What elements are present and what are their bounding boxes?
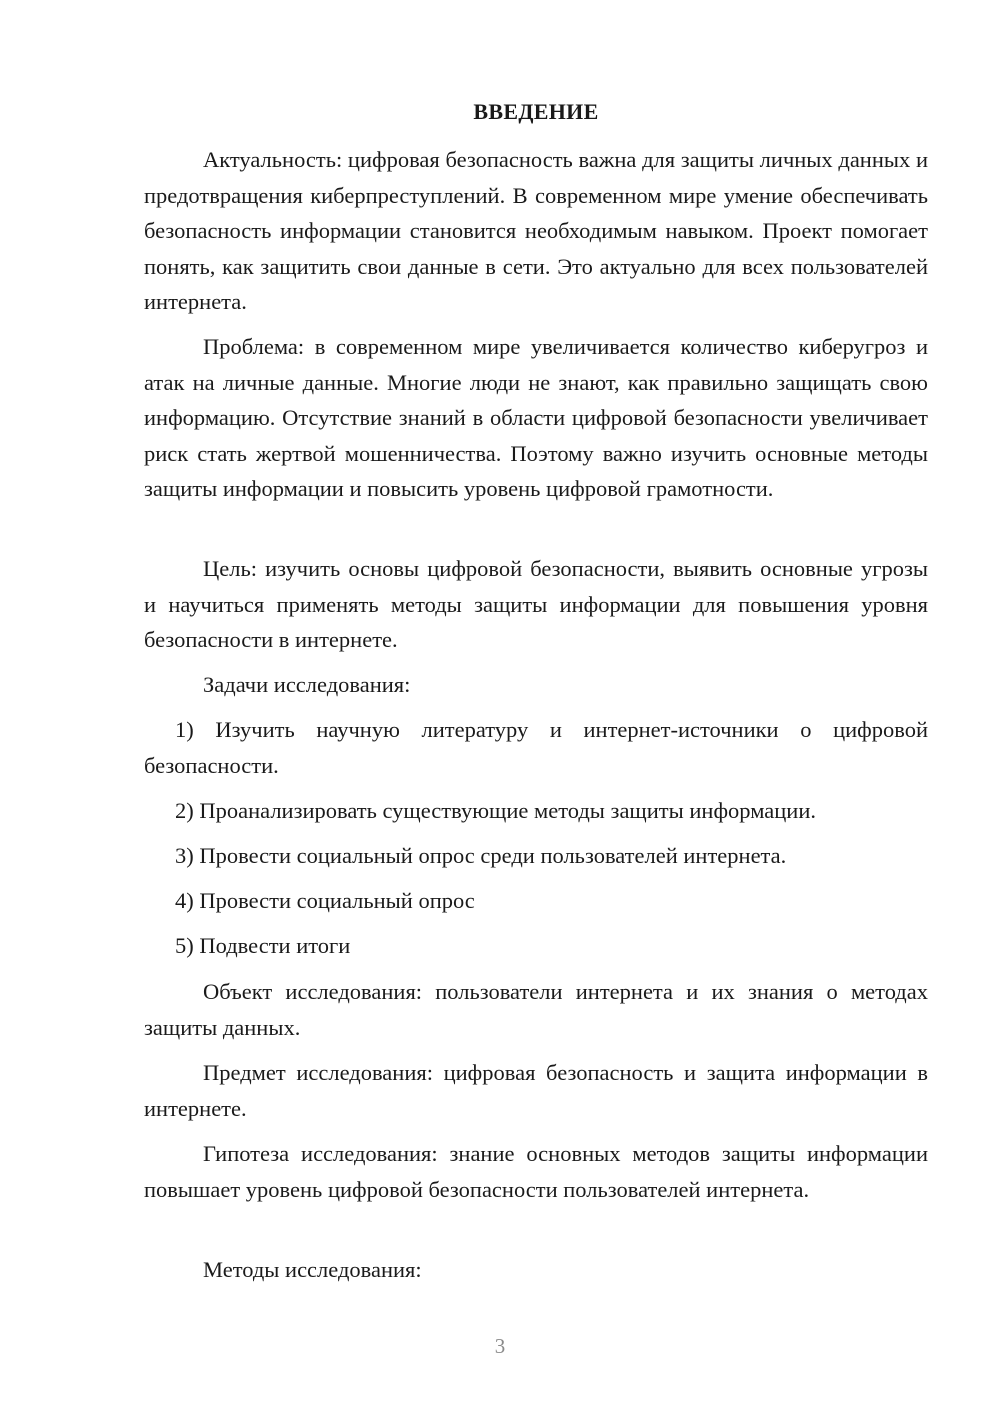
hypothesis-paragraph: Гипотеза исследования: знание основных методов защиты информации повышает уровень цифровой безопасности пользователей интернета. <box>144 1141 928 1202</box>
tasks-heading: Задачи исследования: <box>203 672 411 697</box>
task-item-2: 2) Проанализировать существующие методы защиты информации. <box>175 798 817 823</box>
task-item-4: 4) Провести социальный опрос <box>175 888 475 913</box>
task-item-1: 1) Изучить научную литературу и интернет-источники о цифровой безопасности. <box>144 717 928 778</box>
object-paragraph: Объект исследования: пользователи интернета и их знания о методах защиты данных. <box>144 979 928 1040</box>
relevance-paragraph: Актуальность: цифровая безопасность важна для защиты личных данных и предотвращения киберпреступлений. В современном мире умение обеспечивать безопасность информации становится необходимым навыком. Проект помогает понять, как защитить свои данные в сети. Это актуально для всех пользователей интернета. <box>144 147 928 314</box>
methods-heading: Методы исследования: <box>203 1257 422 1282</box>
problem-paragraph: Проблема: в современном мире увеличивается количество киберугроз и атак на личные данные. Многие люди не знают, как правильно защищать свою информацию. Отсутствие знаний в области цифровой безопасности увеличивает риск стать жертвой мошенничества. Поэтому важно изучить основные методы защиты информации и повысить уровень цифровой грамотности. <box>144 334 928 501</box>
section-heading: ВВЕДЕНИЕ <box>473 99 599 124</box>
task-item-5: 5) Подвести итоги <box>175 933 351 958</box>
task-item-3: 3) Провести социальный опрос среди пользователей интернета. <box>175 843 787 868</box>
page-number: 3 <box>494 1334 506 1358</box>
goal-paragraph: Цель: изучить основы цифровой безопасности, выявить основные угрозы и научиться применять методы защиты информации для повышения уровня безопасности в интернете. <box>144 556 928 652</box>
subject-paragraph: Предмет исследования: цифровая безопасность и защита информации в интернете. <box>144 1060 928 1121</box>
